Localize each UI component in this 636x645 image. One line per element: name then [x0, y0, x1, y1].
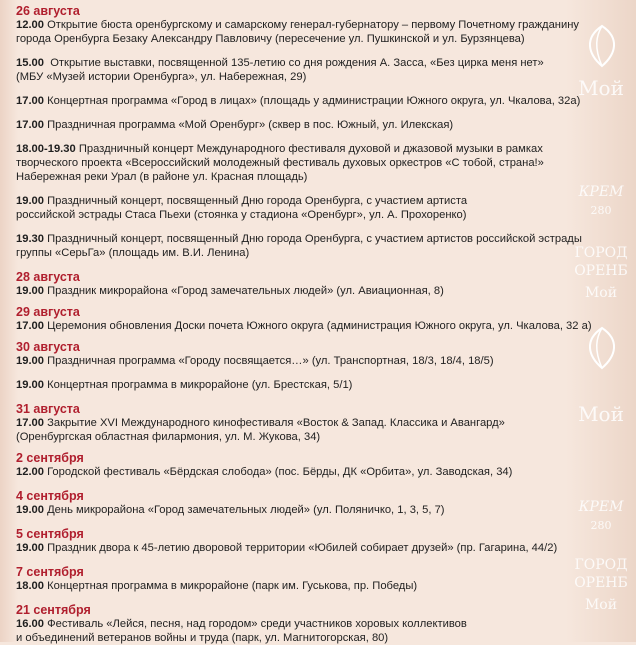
event-item	[16, 18, 628, 46]
event-time: 19.30	[16, 233, 44, 245]
decor-moy-3: Мой	[578, 402, 624, 426]
event-text: города Оренбурга Безаку Александру Павловичу (пересечение ул. Пушкинской и ул. Бурзянцева)	[16, 33, 525, 45]
event-text: Праздничная программа «Городу посвящается…» (ул. Транспортная, 18/3, 18/4, 18/5)	[47, 355, 494, 367]
event-item	[16, 378, 628, 392]
event-time: 12.00	[16, 19, 44, 31]
date-heading: 7 сентября	[16, 565, 84, 579]
date-heading: 28 августа	[16, 270, 80, 284]
decor-year-2: 280	[590, 519, 612, 532]
date-heading: 5 сентября	[16, 527, 84, 541]
date-heading: 21 сентября	[16, 603, 91, 617]
event-item	[16, 118, 628, 132]
event-time: 18.00-19.30	[16, 143, 76, 155]
event-text: Открытие бюста оренбургскому и самарскому генерал-губернатору – первому Почетному гражданину	[47, 19, 580, 31]
event-time: 19.00	[16, 542, 44, 554]
event-item	[16, 94, 628, 108]
event-time: 19.00	[16, 195, 44, 207]
event-text: День микрорайона «Город замечательных людей» (ул. Поляничко, 1, 3, 5, 7)	[47, 504, 445, 516]
event-item	[16, 354, 628, 368]
event-text: Концертная программа «Город в лицах» (площадь у администрации Южного округа, ул. Чкалова, 32а)	[47, 95, 581, 107]
event-text: творческого проекта «Всероссийский молодежный фестиваль духовых оркестров «С тобой, страна!»	[16, 157, 544, 169]
event-time: 19.00	[16, 379, 44, 391]
event-text: Фестиваль «Лейся, песня, над городом» среди участников хоровых коллективов	[47, 618, 467, 630]
event-text: Праздничный концерт Международного фестиваля духовой и джазовой музыки в рамках	[78, 143, 543, 155]
event-text: Концертная программа в микрорайоне (парк им. Гуськова, пр. Победы)	[47, 580, 418, 592]
decor-gorod-1: ГОРОД	[574, 245, 628, 261]
event-text: группы «СерьГа» (площадь им. В.И. Ленина)	[16, 247, 250, 259]
event-item	[16, 232, 628, 260]
event-text: Набережная реки Урал (в районе ул. Красная площадь)	[16, 171, 308, 183]
event-item	[16, 579, 628, 593]
date-heading: 29 августа	[16, 305, 80, 319]
event-text: российской эстрады Стаса Пьехи (стоянка у стадиона «Оренбург», ул. А. Прохоренко)	[16, 209, 467, 221]
decor-moy-2: Мой	[584, 285, 618, 301]
event-time: 19.00	[16, 504, 44, 516]
decor-krem-2: КРЕМ	[578, 499, 624, 515]
event-item	[16, 617, 628, 645]
event-item	[16, 541, 628, 555]
event-time: 12.00	[16, 466, 44, 478]
event-text: Праздничная программа «Мой Оренбург» (сквер в пос. Южный, ул. Илекская)	[47, 119, 454, 131]
decor-krem-1: КРЕМ	[578, 184, 624, 200]
event-text: (МБУ «Музей истории Оренбурга», ул. Набережная, 29)	[16, 71, 307, 83]
event-time: 17.00	[16, 119, 44, 131]
event-text: и объединений ветеранов войны и труда (парк, ул. Магнитогорская, 80)	[16, 632, 389, 644]
date-heading: 4 сентября	[16, 489, 84, 503]
date-heading: 30 августа	[16, 340, 80, 354]
event-text: Закрытие XVI Международного кинофестиваля «Восток & Запад. Классика и Авангард»	[47, 417, 505, 429]
event-text: (Оренбургская областная филармония, ул. М. Жукова, 34)	[16, 431, 321, 443]
event-item	[16, 284, 628, 298]
date-heading: 26 августа	[16, 4, 80, 18]
event-item	[16, 465, 628, 479]
event-time: 18.00	[16, 580, 44, 592]
decor-moy: Мой	[578, 76, 624, 100]
event-text: Городской фестиваль «Бёрдская слобода» (пос. Бёрды, ДК «Орбита», ул. Заводская, 34)	[47, 466, 513, 478]
decor-oren-2: ОРЕНБ	[574, 575, 628, 591]
event-text: Праздник двора к 45-летию дворовой территории «Юбилей собирает друзей» (пр. Гагарина, 44/2)	[47, 542, 558, 554]
event-item	[16, 319, 628, 333]
event-item	[16, 194, 628, 222]
event-text: Праздничный концерт, посвященный Дню города Оренбурга, с участием артистов российской эстрады	[47, 233, 582, 245]
event-text: Праздничный концерт, посвященный Дню города Оренбурга, с участием артиста	[47, 195, 468, 207]
event-item	[16, 142, 628, 184]
event-time: 15.00	[16, 57, 44, 69]
decor-moy-4: Мой	[584, 597, 618, 613]
decor-gorod-2: ГОРОД	[574, 557, 628, 573]
event-time: 19.00	[16, 355, 44, 367]
decor-oren-1: ОРЕНБ	[574, 263, 628, 279]
decor-year-1: 280	[590, 204, 612, 217]
event-text: Церемония обновления Доски почета Южного округа (администрация Южного округа, ул. Чкалова, 32 а)	[47, 320, 592, 332]
event-text: Открытие выставки, посвященной 135-летию со дня рождения А. Засса, «Без цирка меня нет»	[50, 57, 544, 69]
event-schedule	[16, 4, 628, 645]
date-heading: 31 августа	[16, 402, 80, 416]
event-item	[16, 503, 628, 517]
event-time: 17.00	[16, 95, 44, 107]
event-time: 17.00	[16, 320, 44, 332]
event-item	[16, 416, 628, 444]
event-time: 19.00	[16, 285, 44, 297]
event-time: 16.00	[16, 618, 44, 630]
event-text: Праздник микрорайона «Город замечательных людей» (ул. Авиационная, 8)	[47, 285, 444, 297]
event-time: 17.00	[16, 417, 44, 429]
date-heading: 2 сентября	[16, 451, 84, 465]
event-item	[16, 56, 628, 84]
event-text: Концертная программа в микрорайоне (ул. Брестская, 5/1)	[47, 379, 353, 391]
